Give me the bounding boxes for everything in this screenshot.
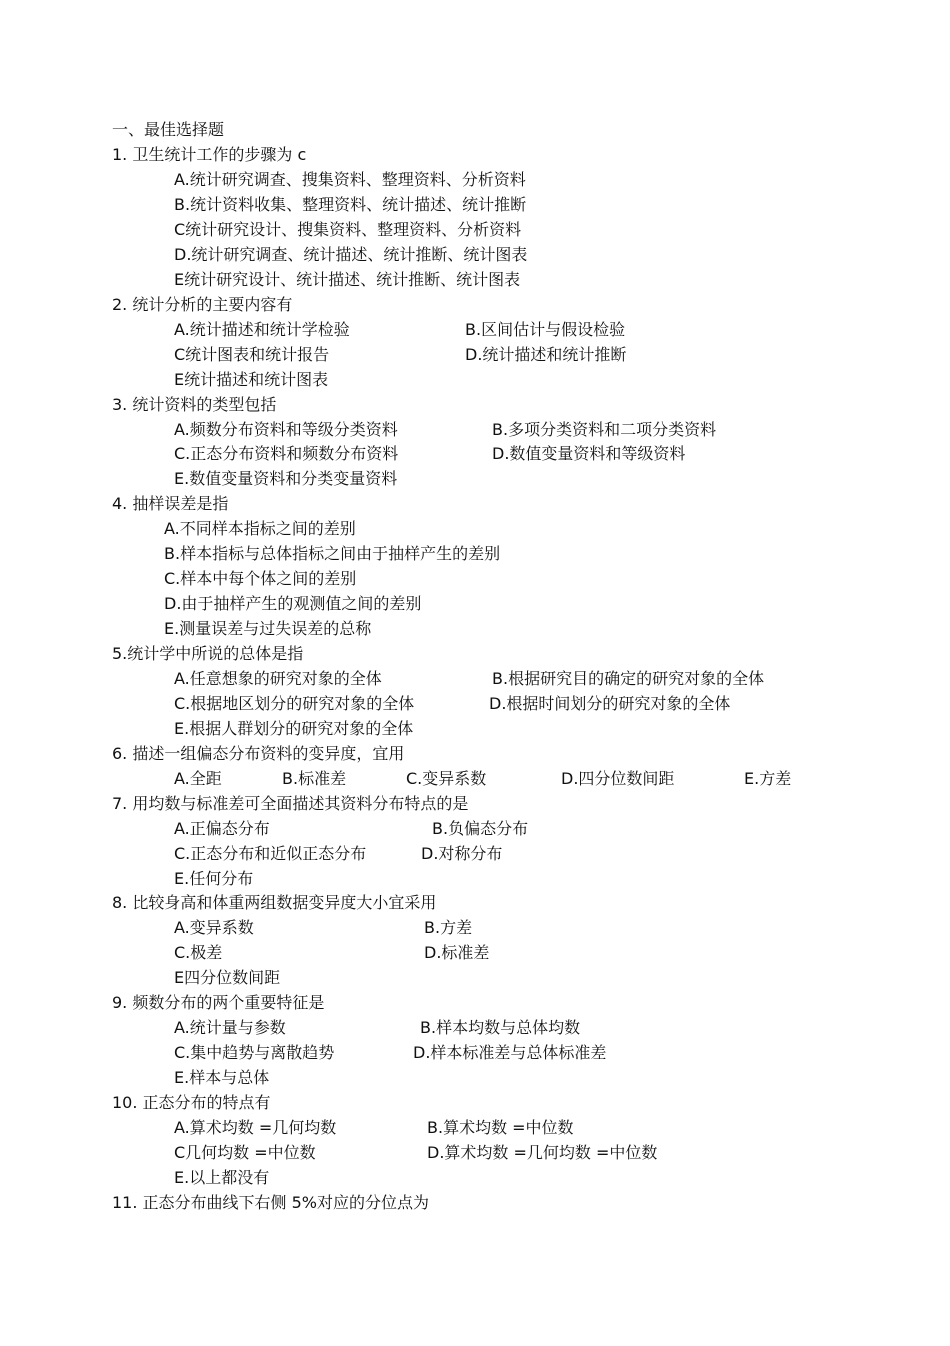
option-b: B.方差 [424,918,473,937]
question-stem: 11. 正态分布曲线下右侧 5%对应的分位点为 [112,1193,430,1212]
option-b: B.区间估计与假设检验 [465,320,626,339]
option-e: E.任何分布 [174,869,254,888]
question-stem: 7. 用均数与标准差可全面描述其资料分布特点的是 [112,794,469,813]
option-b: B.根据研究目的确定的研究对象的全体 [492,669,765,688]
section-title: 一、最佳选择题 [112,120,225,139]
option-d: D.统计描述和统计推断 [465,345,627,364]
option-e: E.根据人群划分的研究对象的全体 [174,719,414,738]
option-b: B.统计资料收集、整理资料、统计描述、统计推断 [174,195,527,214]
option-c: C.极差 [174,943,223,962]
option-b: B.样本指标与总体指标之间由于抽样产生的差别 [164,544,501,563]
option-d: D.由于抽样产生的观测值之间的差别 [164,594,422,613]
option-d: D.四分位数间距 [561,769,675,788]
option-c: C几何均数 =中位数 [174,1143,316,1162]
option-e: E.方差 [744,769,792,788]
question-stem: 8. 比较身高和体重两组数据变异度大小宜采用 [112,893,437,912]
question-stem: 9. 频数分布的两个重要特征是 [112,993,325,1012]
option-b: B.负偏态分布 [432,819,529,838]
question-stem: 1. 卫生统计工作的步骤为 c [112,145,307,164]
option-c: C.变异系数 [406,769,487,788]
question-stem: 3. 统计资料的类型包括 [112,395,277,414]
option-d: D.算术均数 =几何均数 =中位数 [427,1143,658,1162]
option-a: A.统计量与参数 [174,1018,286,1037]
option-a: A.正偏态分布 [174,819,270,838]
option-a: A.频数分布资料和等级分类资料 [174,420,398,439]
option-a: A.任意想象的研究对象的全体 [174,669,382,688]
option-a: A.算术均数 =几何均数 [174,1118,337,1137]
option-d: D.对称分布 [421,844,503,863]
option-e: E四分位数间距 [174,968,281,987]
question-stem: 2. 统计分析的主要内容有 [112,295,293,314]
option-e: E.数值变量资料和分类变量资料 [174,469,398,488]
option-c: C.正态分布和近似正态分布 [174,844,367,863]
option-a: A.全距 [174,769,222,788]
option-c: C统计研究设计、搜集资料、整理资料、分析资料 [174,220,522,239]
question-stem: 5.统计学中所说的总体是指 [112,644,304,663]
option-a: A.变异系数 [174,918,254,937]
option-e: E.测量误差与过失误差的总称 [164,619,372,638]
option-b: B.多项分类资料和二项分类资料 [492,420,717,439]
option-d: D.样本标准差与总体标准差 [413,1043,607,1062]
option-d: D.数值变量资料和等级资料 [492,444,686,463]
option-e: E.以上都没有 [174,1168,270,1187]
question-stem: 4. 抽样误差是指 [112,494,229,513]
option-d: D.统计研究调查、统计描述、统计推断、统计图表 [174,245,528,264]
option-d: D.根据时间划分的研究对象的全体 [489,694,731,713]
option-d: D.标准差 [424,943,490,962]
option-b: B.标准差 [282,769,347,788]
option-c: C统计图表和统计报告 [174,345,330,364]
option-b: B.算术均数 =中位数 [427,1118,574,1137]
question-stem: 10. 正态分布的特点有 [112,1093,271,1112]
question-stem: 6. 描述一组偏态分布资料的变异度，宜用 [112,744,405,763]
option-b: B.样本均数与总体均数 [420,1018,581,1037]
option-c: C.根据地区划分的研究对象的全体 [174,694,415,713]
option-a: A.统计研究调查、搜集资料、整理资料、分析资料 [174,170,526,189]
option-e: E.样本与总体 [174,1068,270,1087]
option-c: C.集中趋势与离散趋势 [174,1043,335,1062]
option-c: C.样本中每个体之间的差别 [164,569,357,588]
option-c: C.正态分布资料和频数分布资料 [174,444,399,463]
option-a: A.统计描述和统计学检验 [174,320,350,339]
option-e: E统计描述和统计图表 [174,370,329,389]
option-e: E统计研究设计、统计描述、统计推断、统计图表 [174,270,521,289]
option-a: A.不同样本指标之间的差别 [164,519,356,538]
